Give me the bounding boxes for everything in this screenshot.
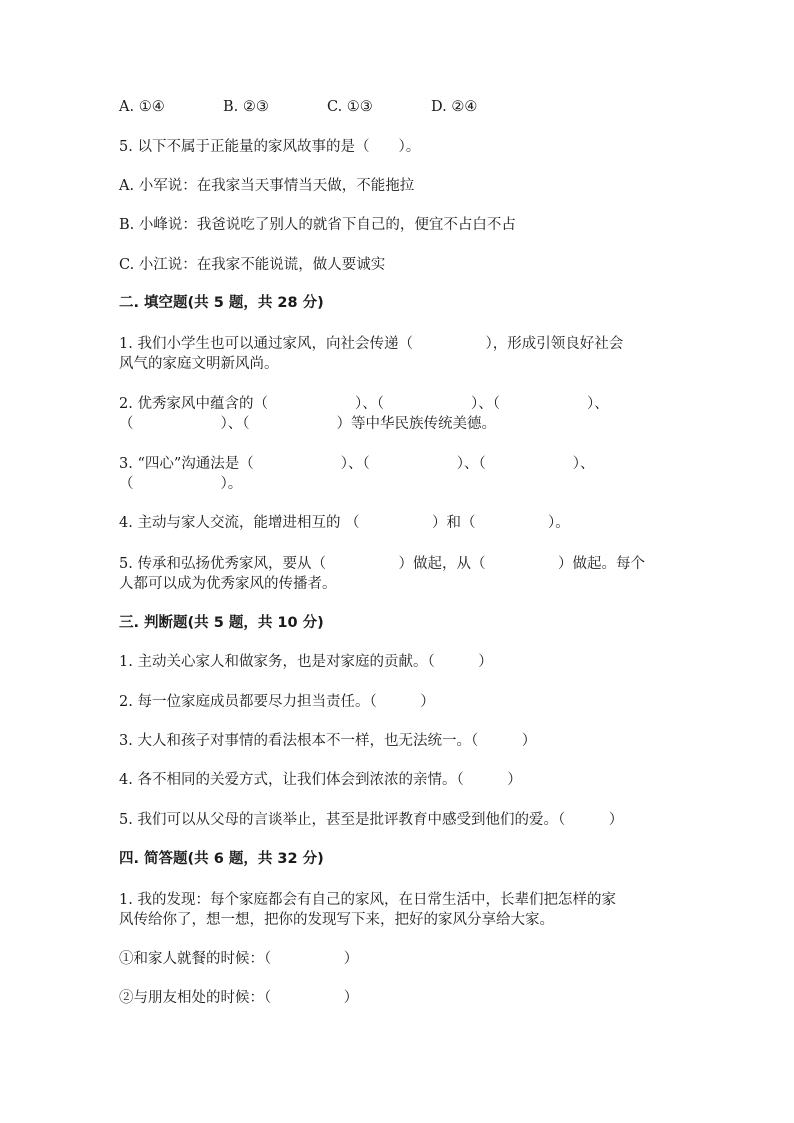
fill-q1-line1: 1. 我们小学生也可以通过家风，向社会传递（ ），形成引领良好社会 (119, 336, 624, 352)
q5-option-c: C. 小江说：在我家不能说谎，做人要诚实 (119, 257, 386, 273)
tf-q2: 2. 每一位家庭成员都要尽力担当责任。（ ） (119, 694, 435, 710)
q4-option-d: D. ②④ (431, 99, 478, 115)
fill-q3-line1: 3. “四心”沟通法是（ ）、（ ）、（ ）、 (119, 456, 595, 472)
q5-stem: 5. 以下不属于正能量的家风故事的是（ ）。 (119, 139, 421, 155)
q4-option-c: C. ①③ (327, 99, 373, 115)
tf-q3: 3. 大人和孩子对事情的看法根本不一样，也无法统一。（ ） (119, 733, 537, 749)
tf-q4: 4. 各不相同的关爱方式，让我们体会到浓浓的亲情。（ ） (119, 772, 522, 788)
fill-q2-line2: （ ）、（ ）等中华民族传统美德。 (119, 416, 496, 432)
section-title-true-false: 三. 判断题(共 5 题，共 10 分) (119, 615, 324, 631)
sa-q1-sub1: ①和家人就餐的时候：（ ） (119, 951, 359, 967)
tf-q5: 5. 我们可以从父母的言谈举止，甚至是批评教育中感受到他们的爱。（ ） (119, 812, 624, 828)
section-title-fill-blank: 二. 填空题(共 5 题，共 28 分) (119, 295, 324, 311)
fill-q5-line1: 5. 传承和弘扬优秀家风，要从（ ）做起，从（ ）做起。每个 (119, 556, 645, 572)
fill-q4: 4. 主动与家人交流，能增进相互的 （ ）和（ ）。 (119, 515, 570, 531)
fill-q3-line2: （ ）。 (119, 476, 243, 492)
sa-q1-line2: 风传给你了，想一想，把你的发现写下来，把好的家风分享给大家。 (119, 912, 554, 928)
fill-q1-line2: 风气的家庭文明新风尚。 (119, 356, 279, 372)
fill-q5-line2: 人都可以成为优秀家风的传播者。 (119, 576, 337, 592)
q5-option-b: B. 小峰说：我爸说吃了别人的就省下自己的，便宜不占白不占 (119, 217, 516, 233)
section-title-short-answer: 四. 简答题(共 6 题，共 32 分) (119, 851, 324, 867)
q5-option-a: A. 小军说：在我家当天事情当天做，不能拖拉 (119, 178, 415, 194)
sa-q1-sub2: ②与朋友相处的时候：（ ） (119, 990, 359, 1006)
q4-option-a: A. ①④ (119, 99, 165, 115)
sa-q1-line1: 1. 我的发现：每个家庭都会有自己的家风，在日常生活中，长辈们把怎样的家 (119, 892, 616, 908)
q4-option-b: B. ②③ (223, 99, 269, 115)
fill-q2-line1: 2. 优秀家风中蕴含的（ ）、（ ）、（ ）、 (119, 396, 609, 412)
tf-q1: 1. 主动关心家人和做家务，也是对家庭的贡献。（ ） (119, 654, 493, 670)
